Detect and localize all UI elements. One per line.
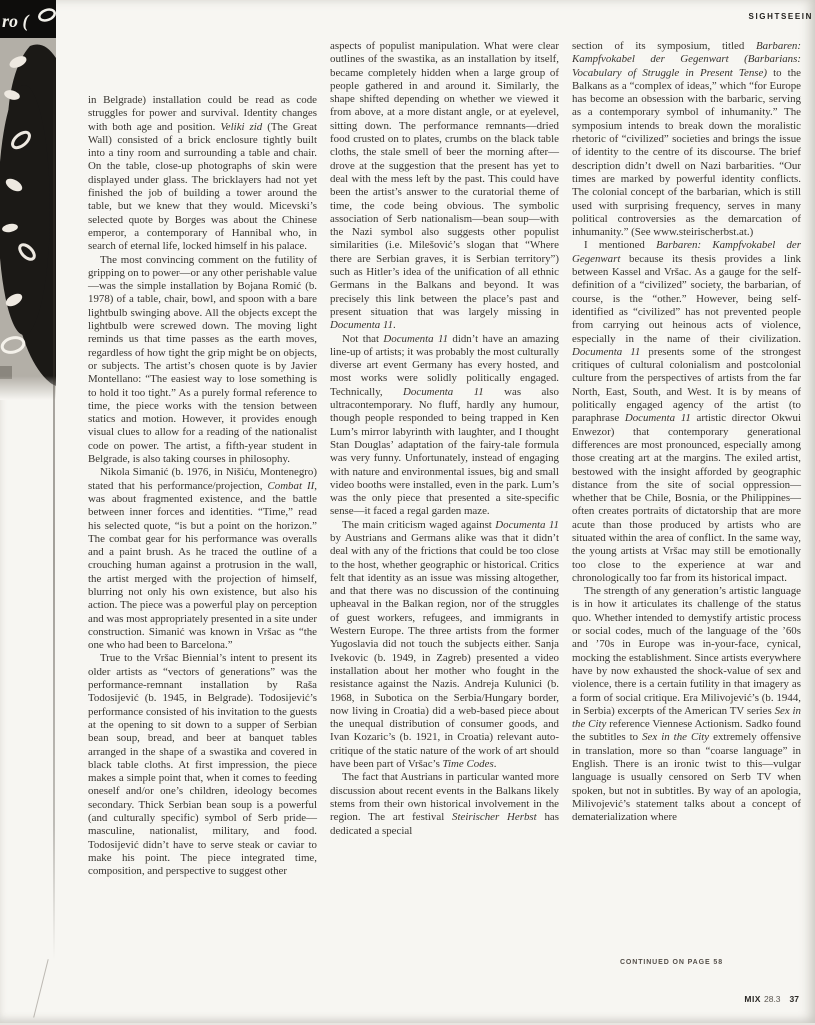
text-run: to the Balkans as a “complex of ideas,” which “for Europe has become an obsession with the barbaric, serving as a contemporary symbol of inhumanity.” The symposium intends to break down the moralistic rhetoric of “civilized” societies and brings the issue of identity to the centre of its discourse. The brief description didn’t dwell on Nazi barbarities. “Our times are marked by powerful identity conflicts. The colonial concept of the barbarian, which is still used with surprising frequency, serves in many political controversies as the demarcation of inhumanity.” (See www.steirischerbst.at.) (572, 66, 801, 239)
italic-text-run: Steirischer Herbst (452, 811, 537, 824)
article-column (88, 40, 317, 879)
text-run: presents some of the strongest critiques of cultural colonialism and postcolonial culture from the perspectives of artists from the far North, East, South, and West. It is by means of politically engaged agency of the artist (to paraphrase (572, 345, 801, 425)
page-number: 37 (789, 994, 799, 1004)
text-run: Nikola Simanić (b. 1976, in Nišiću, Montenegro) stated that his performance/projection, (88, 466, 317, 492)
bleed-text-fragment: ro ( (2, 11, 29, 31)
text-run: . (393, 319, 396, 332)
text-run: . (493, 758, 497, 771)
text-run: because its thesis provides a link between Kassel and Vršac. As a gauge for the self-definition of a “civilized” society, the barbarian, of course, is the “other.” However, being self-identified as “civilized” has not prevented people from carrying out heinous acts of violence, especially in the name of their civilization. (572, 252, 801, 345)
italic-text-run: Sex in the City (642, 731, 710, 744)
continued-on-page-note: CONTINUED ON PAGE 58 (619, 959, 723, 966)
italic-text-run: Documenta 11 (495, 518, 560, 531)
bleed-photo-graphic (0, 0, 56, 400)
text-run: , was about fragmented existence, and the battle between inner forces and identities. “Time,” read his selected quote, “is but a point on the horizon.” The combat gear for his performance was overalls and a paint brush. As he traced the outline of a crouching human against a protrusion in the wall, the artist merged with the projection of himself, blurring not only his own existence, but also his action. The piece was a powerful play on perception and was most appropriately presented in a site under construction. Simanić was known in Vršac as “the one who had been to Barcelona.” (88, 479, 317, 652)
text-run: reference Viennese Actionism. Sadko found the subtitles to (572, 718, 801, 744)
text-run: extremely offensive in translation, more so than “coarse language” in English. There is an ironic twist to this—vulgar language is usually censored on Serb TV when spoken, but not in subtitles. By way of an apologia, Milivojević’s statement talks about a concept of dematerialization where (572, 731, 802, 824)
italic-text-run: Documenta 11 (572, 345, 641, 358)
running-head-section: SIGHTSEEIN (748, 12, 813, 21)
text-run: was also ultracontemporary. No fluff, hardly any humour, though people responded to being trapped in Ken Lum’s mirror labyrinth with laughter, and I thought Stan Douglas’ adaptation of the fairy-tale formula was very funny. Unfortunately, instead of engaging with nature and environmental issues, big and small video booths were installed, even in the park. Lum’s was the only piece that presented a site-specific sense—it faced a regal garden maze. (330, 385, 559, 518)
text-run: The main criticism waged against (342, 518, 496, 531)
page-bleed-image (0, 0, 56, 400)
magazine-title: MIX (744, 994, 761, 1004)
paragraph (88, 466, 317, 652)
article-column (330, 40, 559, 879)
text-run: (The Great Wall) consisted of a brick enclosure tightly built into a tiny room and surrounding a table and chair. On the table, close-up photographs of skin were displayed under glass. The bricklayers had not yet finished the job of building a tower around the table, but we knew that they would. Micevski’s selected quote by Borges was about the Chinese emperor, a contemporary of Hannibal who, in search of eternal life, locked himself in his palace. (88, 120, 317, 253)
page-curl-mark (33, 959, 78, 1025)
paragraph (572, 40, 801, 239)
text-run: aspects of populist manipulation. What were clear outlines of the swastika, as an installation by itself, became completely hidden when a large group of people gathered in and around it. Similarly, the shape shifted depending on whether we viewed it from above, at a more distant angle, or at eyelevel, sitting down. The performance remnants—dried food crusted on to plates, crumbs on the black table cloths, the stale smell of beer the morning after—drove at the suggestion that the present has yet to deal with the mess left by the past. This could have been the artist’s answer to the curatorial theme of time, the code being obvious. The symbolic association of Serb nationalism—bean soup—with the Nazi symbol also suggests other populist similarities (i.e. Milešović’s slogan that “Where there are Serbian graves, it is Serbian territory”) such as Hitler’s idea of the unification of all ethnic Germans in the Balkans and beyond. It was precisely this link between the place’s past and present situation that was largely missing in (330, 40, 559, 318)
italic-text-run: Time Codes (442, 758, 494, 771)
article-columns (88, 40, 801, 879)
text-run: in Belgrade) installation could be read as code struggles for power and survival. Identity changes with both age and position. (88, 94, 317, 133)
text-run: True to the Vršac Biennial’s intent to present its older artists as “vectors of generations” was the performance-remnant installation by Raša Todosijević (b. 1945, in Belgrade). Todosijević’s performance consisted of his invitation to the guests at the opening to sit down to a supper of Serbian bean soup, bread, and beer at banquet tables arranged in the shape of a swastika and covered in black table cloths. At first impression, the piece makes a simple point that, when it comes to feeding oneself and/or one’s children, ideology becomes secondary. Thick Serbian bean soup is a powerful (and culturally specific) symbol of Serb pride—masculine, nationalist, military, and food. Todosijević didn’t have to serve steak or caviar to make his point. The piece integrated time, composition, and perspective to suggest other (88, 652, 317, 878)
text-run: artistic director Okwui Enwezor) that contemporary generational differences are most pronounced, especially among those creating art at the margins. The exiled artist, bestowed with the insight afforded by geographic distance from the site of social oppression—whether that be Chile, Bosnia, or the Philippines—often creates portraits of dictatorship that are more acute than those produced by artists who are situated within the area of conflict. In the same way, the young artists at Vršac may still be emotionally too close to the experience at war and chronologically too far from its historical impact. (572, 412, 801, 584)
italic-text-run: Documenta 11 (403, 385, 484, 398)
italic-text-run: Documenta 11 (330, 319, 394, 332)
paragraph (572, 585, 801, 824)
italic-text-run: Barbaren: Kampfvokabel der Gegenwart (Barbarians: Vocabulary of Struggle in Present Tense) (572, 40, 801, 79)
paragraph (330, 519, 559, 772)
paragraph (330, 40, 559, 333)
paragraph (88, 254, 317, 467)
paragraph (330, 333, 559, 519)
paragraph (88, 94, 317, 254)
text-run: section of its symposium, titled (572, 40, 757, 52)
page-fold-line (53, 60, 55, 960)
paragraph (572, 239, 801, 585)
italic-text-run: Barbaren: Kampfvokabel der Gegenwart (572, 239, 802, 265)
text-run: didn’t have an amazing line-up of artists; it was probably the most culturally diverse art event Germany has every hosted, and most works were solidly politically engaged. Technically, (330, 332, 559, 398)
text-run: The fact that Austrians in particular wanted more discussion about recent events in the Balkans likely stems from their own historical involvement in the region. The art festival (330, 771, 559, 824)
italic-text-run: Sex in the City (572, 704, 801, 731)
text-run: The strength of any generation’s artistic language is in how it articulates its challenge of the status quo. Whether intended to demystify artistic process or social codes, much of the language of the ’60s and ’70s in Europe was in-your-face, cynical, mocking the establishment. Since artists everywhere have by now exhausted the shock-value of sex and violence, there is a certain futility in that imagery as a form of social critique. Era Milivojević’s (b. 1944, in Serbia) excerpts of the American TV series (572, 585, 801, 717)
italic-text-run: Documenta 11 (624, 412, 691, 425)
folio-line (744, 994, 799, 1004)
paragraph (88, 652, 317, 878)
text-run: by Austrians and Germans alike was that it didn’t deal with any of the frictions that could be too close to the host, whether geographic or historical. Critics felt that identity as an issue was missing altogether, and that there was no discussion of the continuing upheaval in the Balkan region, nor of the struggles of guest workers, refugees, and immigrants in Western Europe. The three artists from the former Yugoslavia did not touch the subjects either. Sanja Ivekovic (b. 1949, in Zagreb) presented a video installation about her mother who fought in the resistance against the Nazis. Andreja Kulunici (b. 1968, in Subotica on the Serbia/Hungary border, now living in Croatia) did a web-based piece about the unequal distribution of consumer goods, and Ivan Kozaric’s (b. 1921, in Croatia) relevant auto-critique of the static nature of the work of art should have been part of Vršac’s (330, 531, 559, 771)
article-column (572, 40, 801, 879)
text-run: The most convincing comment on the futility of gripping on to power—or any other perishable value—was the simple installation by Bojana Romić (b. 1978) of a table, chair, bowl, and spoon with a bare lightbulb swinging above. All the objects except the lightbulb were screwed down. The moving light reminds us that time passes as the earth moves, regardless of how tight the grip might be on objects, or subjects. The artist’s chosen quote is by Javier Montellano: “The easiest way to lose something is to hold it too tight.” As a purely formal reference to time, the piece works with the tension between statics and motion. However, it provides enough visual clues to allow for a reading of the nationalist code on power. The artist, a fifth-year student in Belgrade, is also taking courses in philosophy. (88, 253, 317, 466)
paragraph (330, 771, 559, 837)
issue-number: 28.3 (763, 994, 781, 1004)
italic-text-run: Combat II (267, 479, 315, 492)
italic-text-run: Documenta 11 (383, 332, 449, 345)
text-run: has dedicated a special (330, 811, 559, 837)
italic-text-run: Veliki zid (220, 120, 263, 133)
text-run: I mentioned (584, 239, 657, 252)
text-run: Not that (342, 332, 384, 345)
